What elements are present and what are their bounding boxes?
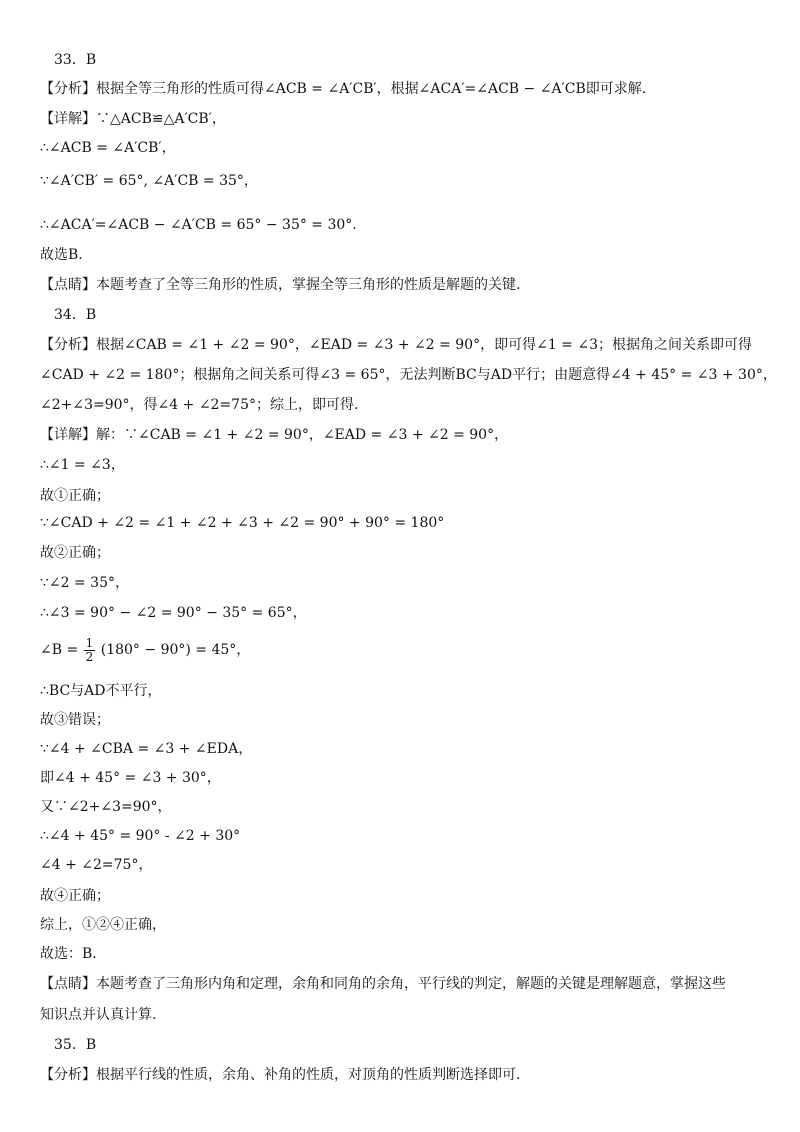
q33-step: ∵∠A′CB′ = 65°, ∠A′CB = 35°， bbox=[40, 173, 258, 189]
question-35-answer: 35．B bbox=[54, 1037, 97, 1053]
q33-step: ∴∠ACA′=∠ACB − ∠A′CB = 65° − 35° = 30°. bbox=[40, 217, 357, 233]
question-34-answer: 34．B bbox=[54, 307, 97, 323]
q34-step: 即∠4 + 45° = ∠3 + 30°， bbox=[40, 770, 221, 786]
q34-step: 故④正确； bbox=[40, 888, 110, 904]
q34-analysis: ∠CAD + ∠2 = 180°；根据角之间关系可得∠3 = 65°，无法判断BC与AD平行；由题意得∠4 + 45° = ∠3 + 30°， bbox=[40, 367, 777, 383]
q34-choice: 故选：B. bbox=[40, 946, 97, 962]
q34-step: 又∵∠2+∠3=90°， bbox=[40, 799, 172, 815]
fraction bbox=[84, 637, 96, 664]
q34-analysis: 【分析】根据∠CAB = ∠1 + ∠2 = 90°，∠EAD = ∠3 + ∠2 = 90°，即可得∠1 = ∠3；根据角之间关系即可得 bbox=[40, 337, 752, 353]
q34-step: ∵∠4 + ∠CBA = ∠3 + ∠EDA， bbox=[40, 741, 253, 757]
q34-comment: 【点睛】本题考查了三角形内角和定理，余角和同角的余角，平行线的判定，解题的关键是理解题意，掌握这些 bbox=[40, 976, 726, 992]
fraction-suffix: (180° − 90°) = 45°， bbox=[100, 642, 251, 658]
fraction-numerator: 1 bbox=[85, 635, 94, 650]
q33-detail: 【详解】∵△ACB≌△A′CB′， bbox=[40, 111, 226, 127]
q34-step: ∴∠1 = ∠3， bbox=[40, 457, 125, 473]
q34-detail: 【详解】解：∵∠CAB = ∠1 + ∠2 = 90°，∠EAD = ∠3 + ∠2 = 90°， bbox=[40, 427, 509, 443]
q34-step: 故①正确； bbox=[40, 488, 110, 504]
q34-step: ∴BC与AD不平行， bbox=[40, 683, 162, 699]
fraction-denominator: 2 bbox=[85, 649, 94, 664]
q34-step: ∴∠3 = 90° − ∠2 = 90° − 35° = 65°， bbox=[40, 605, 307, 621]
q34-step: ∵∠CAD + ∠2 = ∠1 + ∠2 + ∠3 + ∠2 = 90° + 90° = 180° bbox=[40, 515, 445, 531]
q34-step: ∵∠2 = 35°， bbox=[40, 575, 129, 591]
fraction-prefix: ∠B = bbox=[40, 642, 79, 658]
q33-analysis: 【分析】根据全等三角形的性质可得∠ACB = ∠A′CB′，根据∠ACA′=∠ACB − ∠A′CB即可求解. bbox=[40, 81, 647, 97]
q34-step: ∴∠4 + 45° = 90° - ∠2 + 30° bbox=[40, 828, 241, 844]
q34-step: ∠4 + ∠2=75°， bbox=[40, 857, 153, 873]
q34-analysis: ∠2+∠3=90°，得∠4 + ∠2=75°；综上，即可得. bbox=[40, 397, 359, 413]
q33-comment: 【点睛】本题考查了全等三角形的性质，掌握全等三角形的性质是解题的关键. bbox=[40, 277, 521, 293]
q34-step: 综上，①②④正确， bbox=[40, 917, 166, 933]
q35-analysis: 【分析】根据平行线的性质，余角、补角的性质，对顶角的性质判断选择即可. bbox=[40, 1067, 521, 1083]
question-33-answer: 33．B bbox=[54, 52, 97, 68]
q33-choice: 故选B. bbox=[40, 247, 83, 263]
q34-fraction-step bbox=[40, 628, 250, 672]
q34-step: 故③错误； bbox=[40, 712, 110, 728]
q34-step: 故②正确； bbox=[40, 545, 110, 561]
q33-step: ∴∠ACB = ∠A′CB′， bbox=[40, 140, 176, 156]
q34-comment: 知识点并认真计算. bbox=[40, 1007, 157, 1023]
